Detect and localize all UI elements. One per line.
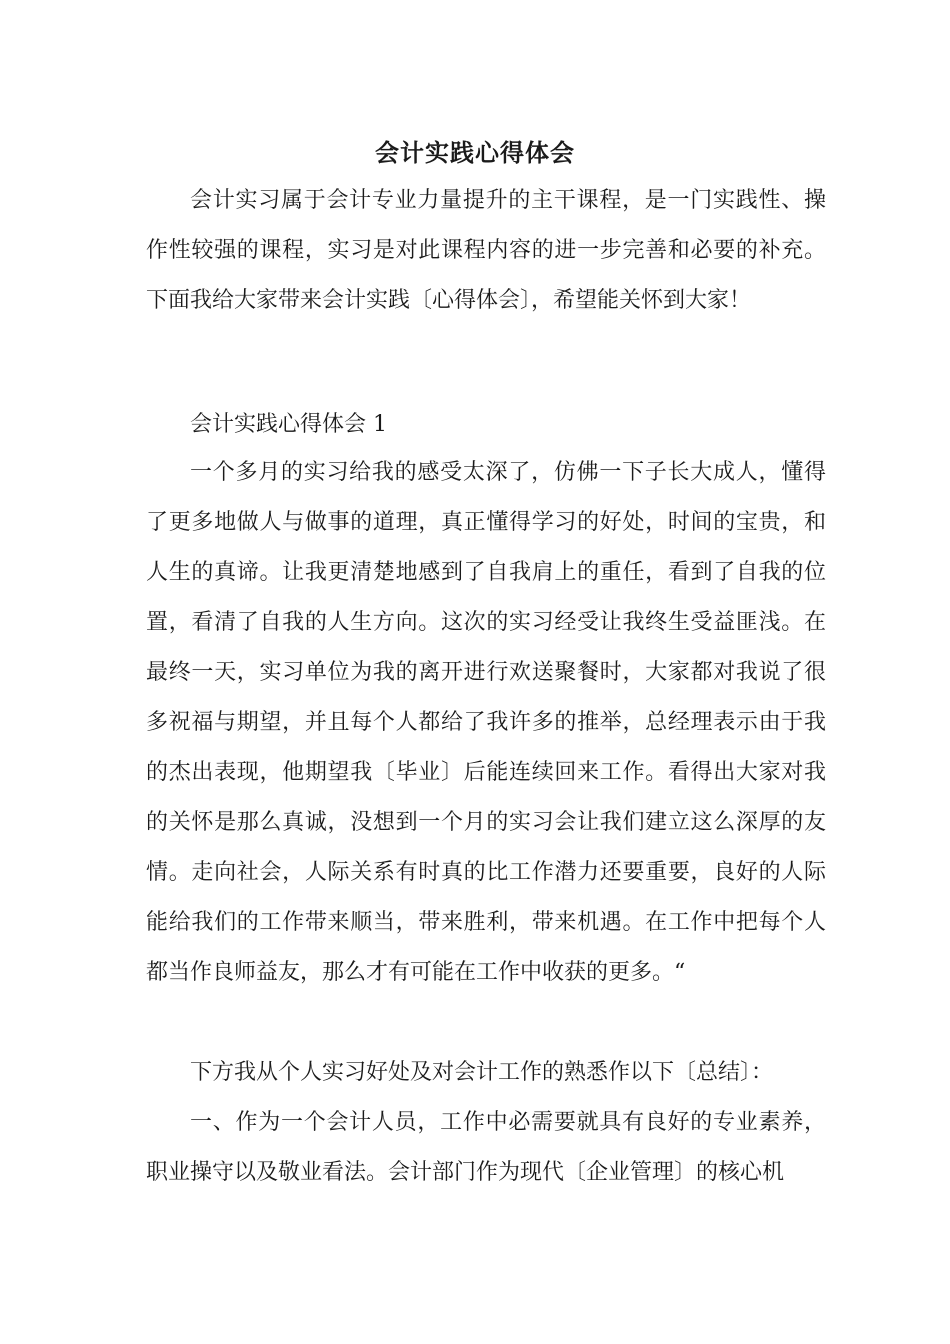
body-paragraph: 下方我从个人实习好处及对会计工作的熟悉作以下〔总结〕：: [190, 1060, 774, 1085]
intro-paragraph: 会计实习属于会计专业力量提升的主干课程，是一门实践性、操作性较强的课程，实习是对此课程内容的进一步完善和必要的补充。下面我给大家带来会计实践〔心得体会〕，希望能关怀到大家！: [146, 188, 826, 313]
document-title: 会计实践心得体会: [375, 138, 575, 167]
body-paragraph: 一、作为一个会计人员，工作中必需要就具有良好的专业素养，职业操守以及敬业看法。会计部门作为现代〔企业管理〕的核心机: [146, 1110, 826, 1185]
section-heading: 会计实践心得体会 1: [190, 412, 387, 437]
body-paragraph: 一个多月的实习给我的感受太深了，仿佛一下子长大成人，懂得了更多地做人与做事的道理，真正懂得学习的好处，时间的宝贵，和人生的真谛。让我更清楚地感到了自我肩上的重任，看到了自我的位置，看清了自我的人生方向。这次的实习经受让我终生受益匪浅。在最终一天，实习单位为我的离开进行欢送聚餐时，大家都对我说了很多祝福与期望，并且每个人都给了我许多的推举，总经理表示由于我的杰出表现，他期望我〔毕业〕后能连续回来工作。看得出大家对我的关怀是那么真诚，没想到一个月的实习会让我们建立这么深厚的友情。走向社会，人际关系有时真的比工作潜力还要重要，良好的人际能给我们的工作带来顺当，带来胜利，带来机遇。在工作中把每个人都当作良师益友，那么才有可能在工作中收获的更多。“: [146, 460, 826, 985]
